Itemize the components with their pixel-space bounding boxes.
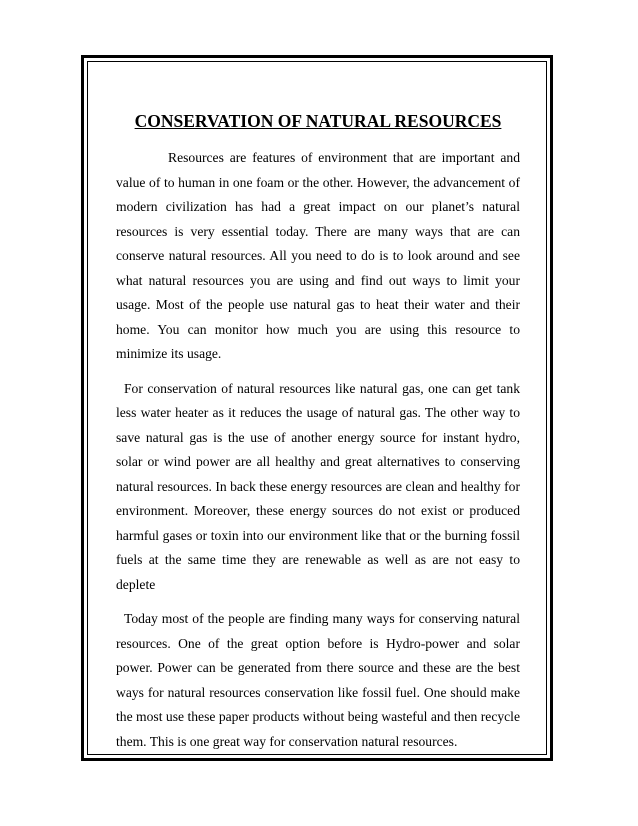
- paragraph-natural-gas: For conservation of natural resources like natural gas, one can get tank less water heater as it reduces the usage of natural gas. The other way to save natural gas is the use of another energy source for instant hydro, solar or wind power are all healthy and great alternatives to conserving natural resources. In back these energy resources are clean and healthy for environment. Moreover, these energy sources do not exist or produced harmful gases or toxin into our environment like that or the burning fossil fuels at the same time they are renewable as well as are not easy to deplete: [116, 380, 520, 592]
- document-title: CONSERVATION OF NATURAL RESOURCES: [134, 111, 502, 131]
- document-body: [116, 110, 520, 754]
- paragraph-alternatives: Today most of the people are finding many ways for conserving natural resources. One of the great option before is Hydro-power and solar power. Power can be generated from there source and these are the best ways for natural resources conservation like fossil fuel. One should make the most use these paper products without being wasteful and then recycle them. This is one great way for conservation natural resources.: [116, 611, 520, 749]
- paragraph-intro: Resources are features of environment that are important and value of to human in one foam or the other. However, the advancement of modern civilization has had a great impact on our planet’s natural resources is very essential today. There are many ways that are can conserve natural resources. All you need to do is to look around and see what natural resources you are using and find out ways to limit your usage. Most of the people use natural gas to heat their water and their home. You can monitor how much you are using this resource to minimize its usage.: [116, 150, 520, 361]
